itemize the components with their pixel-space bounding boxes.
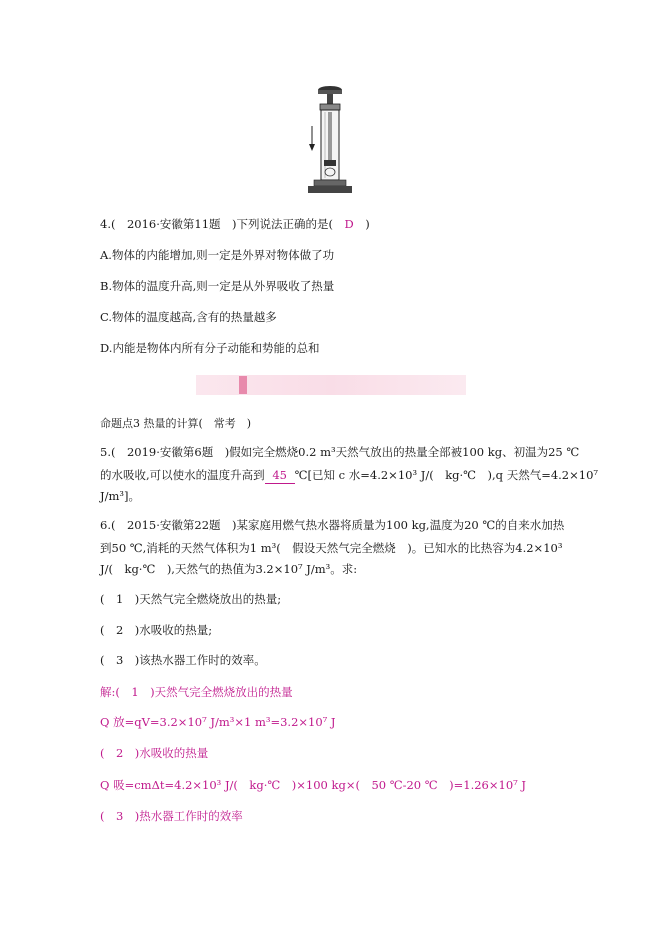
question-4-option-d: D.内能是物体内所有分子动能和势能的总和: [100, 341, 320, 355]
question-4-option-c: C.物体的温度越高,含有的热量越多: [100, 310, 277, 324]
solution-equation-2: Q 吸=cmΔt=4.2×10³ J/( kg·℃ )×100 kg×( 50 ℃-20 ℃ )=1.26×10⁷ J: [100, 778, 527, 792]
question-6-part-3: ( 3 )该热水器工作时的效率。: [100, 653, 266, 667]
solution-label: 解:( 1 )天然气完全燃烧放出的热量: [100, 685, 293, 699]
question-4-option-a: A.物体的内能增加,则一定是外界对物体做了功: [100, 248, 335, 262]
section-title: 命题点3 热量的计算( 常考 ): [100, 417, 252, 430]
question-6-part-2: ( 2 )水吸收的热量;: [100, 623, 213, 637]
banner-marker: [239, 376, 247, 394]
question-5-line-1: 5.( 2019·安徽第6题 )假如完全燃烧0.2 m³天然气放出的热量全部被100 kg、初温为25 ℃: [100, 445, 580, 459]
question-5-line-2: 的水吸收,可以使水的温度升高到 45 ℃[已知 c 水=4.2×10³ J/( kg·℃ ),q 天然气=4.2×10⁷: [100, 468, 599, 482]
solution-equation-1: Q 放=qV=3.2×10⁷ J/m³×1 m³=3.2×10⁷ J: [100, 715, 336, 729]
question-6-line-1: 6.( 2015·安徽第22题 )某家庭用燃气热水器将质量为100 kg,温度为20 ℃的自来水加热: [100, 518, 565, 532]
question-5-line-3: J/m³]。: [100, 489, 140, 503]
solution-step-2: ( 2 )水吸收的热量: [100, 746, 209, 760]
compression-fire-syringe-figure: [300, 82, 360, 196]
question-6-part-1: ( 1 )天然气完全燃烧放出的热量;: [100, 592, 282, 606]
question-6-line-3: J/( kg·℃ ),天然气的热值为3.2×10⁷ J/m³。求:: [100, 562, 358, 576]
question-4-answer: D: [344, 217, 354, 231]
question-5-answer: 45: [265, 467, 295, 484]
question-6-line-2: 到50 ℃,消耗的天然气体积为1 m³( 假设天然气完全燃烧 )。已知水的比热容为4.2×10³: [100, 541, 563, 555]
question-4-option-b: B.物体的温度升高,则一定是从外界吸收了热量: [100, 279, 335, 293]
section-banner: [196, 375, 466, 395]
question-4-stem: 4.( 2016·安徽第11题 )下列说法正确的是( D ): [100, 217, 370, 231]
solution-step-3: ( 3 )热水器工作时的效率: [100, 809, 243, 823]
